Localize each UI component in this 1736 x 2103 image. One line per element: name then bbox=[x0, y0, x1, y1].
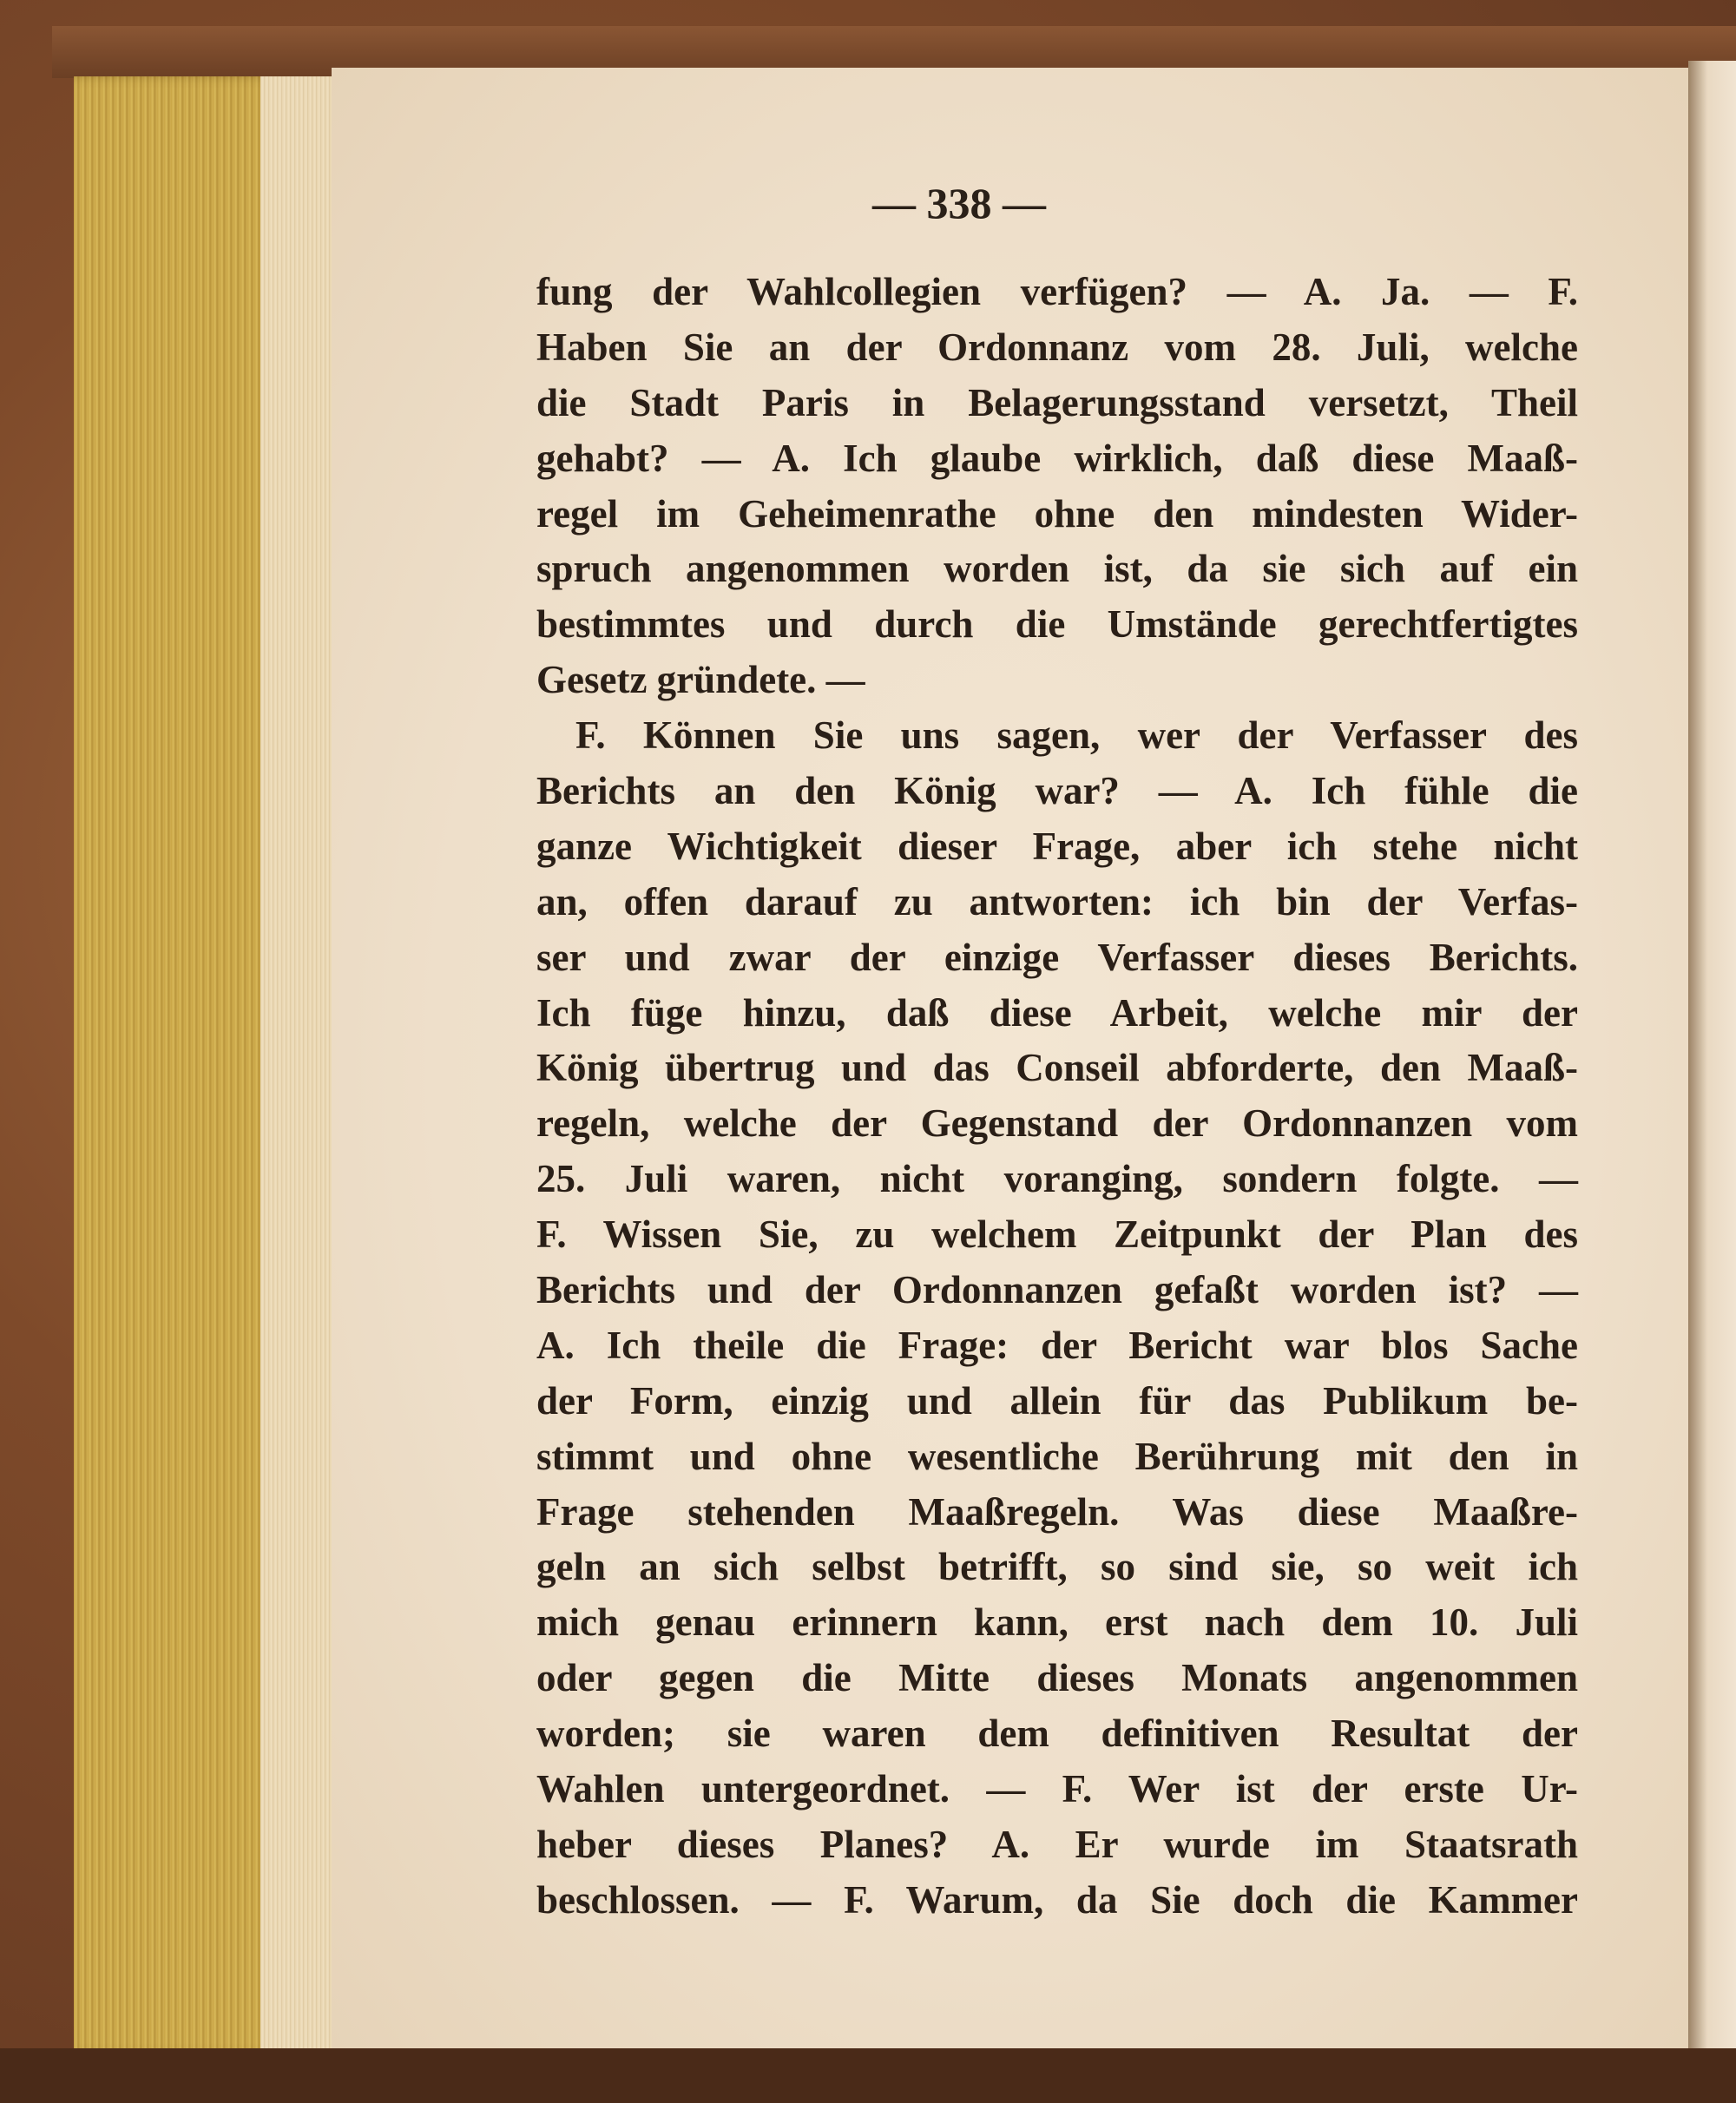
text-line: A. Ich theile die Frage: der Bericht war blos Sache bbox=[536, 1323, 1578, 1367]
page-block-edge bbox=[260, 76, 334, 2055]
text-line: F. Wissen Sie, zu welchem Zeitpunkt der Plan des bbox=[536, 1213, 1578, 1257]
text-line: Frage stehenden Maaßregeln. Was diese Maaßre- bbox=[536, 1489, 1578, 1534]
text-line: ser und zwar der einzige Verfasser dieses Berichts. bbox=[536, 935, 1578, 979]
text-line: ganze Wichtigkeit dieser Frage, aber ich stehe nicht bbox=[536, 824, 1578, 868]
cover-bottom-edge bbox=[0, 2048, 1736, 2103]
text-line: bestimmtes und durch die Umstände gerechtfertigtes bbox=[536, 602, 1578, 647]
text-line: gehabt? — A. Ich glaube wirklich, daß diese Maaß- bbox=[536, 436, 1578, 480]
text-line: Berichts an den König war? — A. Ich fühle die bbox=[536, 769, 1578, 813]
text-line: F. Können Sie uns sagen, wer der Verfasser des bbox=[575, 713, 1578, 758]
text-line: an, offen darauf zu antworten: ich bin der Verfas- bbox=[536, 879, 1578, 923]
page-number: — 338 — bbox=[872, 179, 1046, 227]
text-line: Wahlen untergeordnet. — F. Wer ist der erste Ur- bbox=[536, 1767, 1578, 1811]
text-line: fung der Wahlcollegien verfügen? — A. Ja. — F. bbox=[536, 270, 1578, 313]
text-line: die Stadt Paris in Belagerungsstand versetzt, Theil bbox=[536, 380, 1578, 424]
text-line: Ich füge hinzu, daß diese Arbeit, welche mir der bbox=[536, 990, 1578, 1035]
text-line: Berichts und der Ordonnanzen gefaßt worden ist? — bbox=[536, 1268, 1578, 1312]
page-body-text bbox=[536, 265, 1578, 1929]
facing-page-edge bbox=[1688, 61, 1736, 2057]
text-line: worden; sie waren dem definitiven Resultat der bbox=[536, 1712, 1578, 1756]
text-line: regeln, welche der Gegenstand der Ordonnanzen vom bbox=[536, 1101, 1578, 1146]
text-line: spruch angenommen worden ist, da sie sich auf ein bbox=[536, 547, 1578, 591]
text-line: oder gegen die Mitte dieses Monats angenommen bbox=[536, 1656, 1578, 1700]
text-line: König übertrug und das Conseil abforderte, den Maaß- bbox=[536, 1046, 1578, 1090]
text-line: stimmt und ohne wesentliche Berührung mit den in bbox=[536, 1434, 1578, 1478]
text-line: regel im Geheimenrathe ohne den mindesten Wider- bbox=[536, 491, 1578, 536]
text-line: Haben Sie an der Ordonnanz vom 28. Juli, welche bbox=[536, 325, 1578, 369]
text-line: geln an sich selbst betrifft, so sind sie, so weit ich bbox=[536, 1545, 1578, 1589]
text-line: Gesetz gründete. — bbox=[536, 658, 865, 702]
text-line: heber dieses Planes? A. Er wurde im Staatsrath bbox=[536, 1822, 1578, 1866]
text-line: der Form, einzig und allein für das Publikum be- bbox=[536, 1378, 1578, 1423]
text-line: beschlossen. — F. Warum, da Sie doch die Kammer bbox=[536, 1877, 1578, 1922]
text-line: 25. Juli waren, nicht voranging, sondern folgte. — bbox=[536, 1157, 1578, 1201]
text-line: mich genau erinnern kann, erst nach dem 10. Juli bbox=[536, 1600, 1578, 1645]
